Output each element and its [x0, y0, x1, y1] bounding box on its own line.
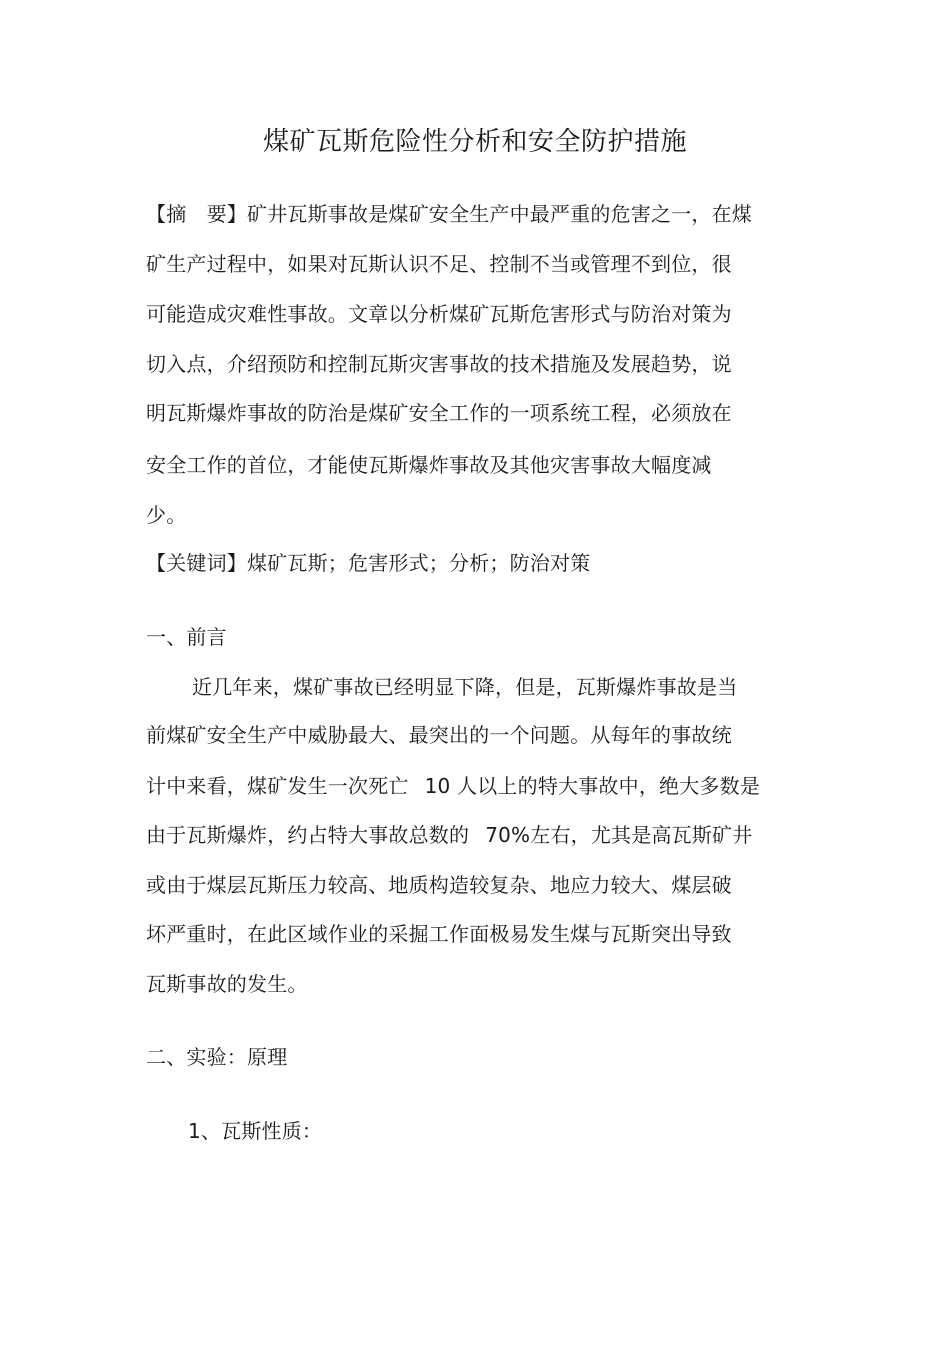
abstract-line: 切入点，介绍预防和控制瓦斯灾害事故的技术措施及发展趋势，说 [146, 352, 732, 376]
abstract-label: 【摘 要】 [146, 202, 247, 226]
paragraph-segment: 70%左右，尤其是高瓦斯矿井 [485, 823, 753, 847]
paragraph-segment: 由于瓦斯爆炸，约占特大事故总数的 [146, 823, 470, 847]
subsection-heading: 1、瓦斯性质： [188, 1119, 323, 1143]
keywords-text: 煤矿瓦斯；危害形式；分析；防治对策 [247, 551, 591, 575]
paragraph-line: 坏严重时，在此区域作业的采掘工作面极易发生煤与瓦斯突出导致 [146, 922, 732, 946]
section-heading: 一、前言 [146, 625, 227, 649]
document-title: 煤矿瓦斯危险性分析和安全防护措施 [262, 127, 687, 157]
paragraph-line: 或由于煤层瓦斯压力较高、地质构造较复杂、地应力较大、煤层破 [146, 873, 732, 897]
section-heading: 二、实验：原理 [146, 1045, 288, 1069]
paragraph-line: 近几年来，煤矿事故已经明显下降，但是，瓦斯爆炸事故是当 [192, 675, 738, 699]
paragraph-line [146, 821, 752, 849]
paragraph-segment: 10 人以上的特大事故中，绝大多数是 [424, 774, 761, 798]
abstract-line [146, 200, 752, 228]
abstract-line: 矿生产过程中，如果对瓦斯认识不足、控制不当或管理不到位，很 [146, 252, 732, 276]
abstract-text: 矿井瓦斯事故是煤矿安全生产中最严重的危害之一，在煤 [247, 202, 752, 226]
abstract-line: 少。 [146, 503, 187, 527]
abstract-line: 可能造成灾难性事故。文章以分析煤矿瓦斯危害形式与防治对策为 [146, 302, 732, 326]
abstract-line: 明瓦斯爆炸事故的防治是煤矿安全工作的一项系统工程，必须放在 [146, 401, 732, 425]
keywords-line [146, 549, 590, 577]
keywords-label: 【关键词】 [146, 551, 247, 575]
paragraph-line [146, 772, 760, 800]
paragraph-segment: 计中来看，煤矿发生一次死亡 [146, 774, 409, 798]
paragraph-line: 前煤矿安全生产中威胁最大、最突出的一个问题。从每年的事故统 [146, 723, 732, 747]
abstract-line: 安全工作的首位，才能使瓦斯爆炸事故及其他灾害事故大幅度减 [146, 453, 712, 477]
paragraph-line: 瓦斯事故的发生。 [146, 972, 308, 996]
